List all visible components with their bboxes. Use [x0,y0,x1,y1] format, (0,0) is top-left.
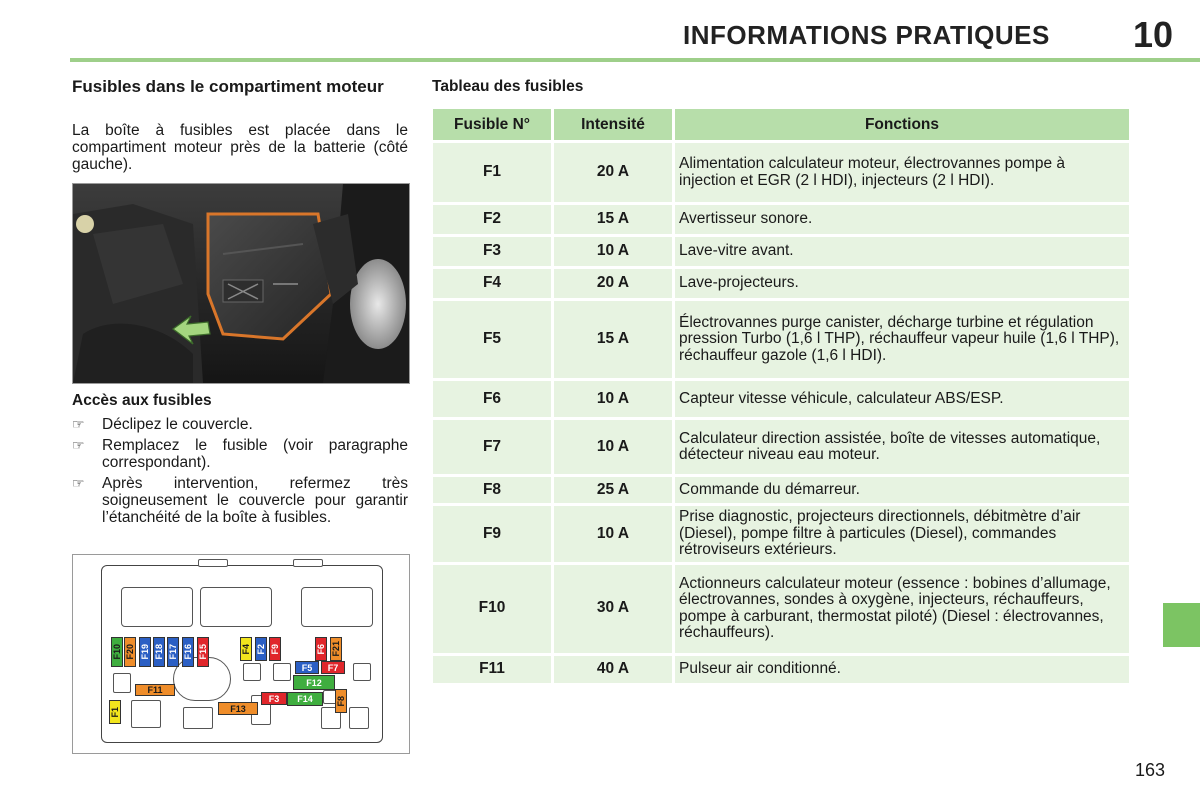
access-step-text: Remplacez le fusible (voir paragraphe correspondant). [102,437,408,471]
fuse-function: Avertisseur sonore. [675,205,1129,234]
fuse-number: F9 [433,506,551,562]
fuse-F2: F2 [255,637,267,661]
fuse-F10: F10 [111,637,123,667]
fuse-number: F8 [433,477,551,503]
access-step-text: Après intervention, refermez très soigneusement le couvercle pour garantir l’étanchéité de la boîte à fusibles. [102,475,408,526]
fuse-function: Pulseur air conditionné. [675,656,1129,683]
column-header-fuse: Fusible N° [433,109,551,140]
fuse-F13: F13 [218,702,258,715]
access-steps-list [72,416,408,530]
column-header-functions: Fonctions [675,109,1129,140]
relay-block [353,663,371,681]
fuse-intensity: 20 A [554,143,672,202]
chapter-tab-marker [1163,603,1200,647]
fuse-F5: F5 [295,661,319,674]
fuse-intensity: 10 A [554,381,672,417]
fuse-intensity: 20 A [554,269,672,298]
table-row [433,420,1129,474]
table-row [433,143,1129,202]
fuse-function: Lave-vitre avant. [675,237,1129,266]
table-row [433,565,1129,653]
engine-compartment-photo [72,183,410,384]
table-header-row [433,109,1129,140]
engine-photo-illustration [73,184,409,383]
table-row [433,269,1129,298]
relay-block [113,673,131,693]
pointing-hand-icon: ☞ [72,416,85,432]
table-row [433,205,1129,234]
page-number: 163 [1135,760,1166,780]
fuse-function: Électrovannes purge canister, décharge turbine et régulation pression Turbo (1,6 l THP), réchauffeur vapeur huile (1,6 l THP), réchauffeur gazole (1,6 l HDI). [675,301,1129,378]
fuse-number: F10 [433,565,551,653]
fuse-F20: F20 [124,637,136,667]
fuse-function: Calculateur direction assistée, boîte de vitesses automatique, détecteur niveau eau moteur. [675,420,1129,474]
fuse-F18: F18 [153,637,165,667]
relay-block [131,700,161,728]
table-row [433,656,1129,683]
intro-paragraph: La boîte à fusibles est placée dans le compartiment moteur près de la batterie (côté gauche). [72,122,408,173]
access-step [72,437,408,471]
fuse-function: Commande du démarreur. [675,477,1129,503]
fuse-F3: F3 [261,692,287,705]
header-rule [70,58,1200,62]
fuse-intensity: 10 A [554,420,672,474]
table-row [433,477,1129,503]
relay-block [349,707,369,729]
fuse-F17: F17 [167,637,179,667]
table-row [433,301,1129,378]
fuse-box-clip [198,559,228,567]
relay-block [273,663,291,681]
fuse-intensity: 15 A [554,205,672,234]
pointing-hand-icon: ☞ [72,437,85,453]
fuse-number: F7 [433,420,551,474]
chapter-title: INFORMATIONS PRATIQUES [683,20,1050,50]
fuse-number: F6 [433,381,551,417]
fuse-F21: F21 [330,637,342,661]
relay-block [243,663,261,681]
fuse-number: F1 [433,143,551,202]
access-step-text: Déclipez le couvercle. [102,416,253,433]
fuse-F15: F15 [197,637,209,667]
fuse-intensity: 30 A [554,565,672,653]
table-heading: Tableau des fusibles [432,78,584,95]
relay-block [183,707,213,729]
fuse-function: Prise diagnostic, projecteurs directionnels, débitmètre d’air (Diesel), pompe filtre à particules (Diesel), commandes rétroviseurs extérieurs. [675,506,1129,562]
section-heading: Fusibles dans le compartiment moteur [72,77,384,96]
table-row [433,237,1129,266]
fuse-intensity: 15 A [554,301,672,378]
fuse-F19: F19 [139,637,151,667]
column-header-intensity: Intensité [554,109,672,140]
fuse-box-diagram [72,554,410,754]
fuse-intensity: 25 A [554,477,672,503]
fuse-number: F5 [433,301,551,378]
fuse-intensity: 10 A [554,237,672,266]
fuse-F16: F16 [182,637,194,667]
pointing-hand-icon: ☞ [72,475,85,491]
fuse-F12: F12 [293,675,335,690]
fuse-F6: F6 [315,637,327,661]
chapter-number: 10 [1133,14,1174,55]
relay-block [301,587,373,627]
fuse-F1: F1 [109,700,121,724]
fuse-number: F3 [433,237,551,266]
fuse-F8: F8 [335,689,347,713]
fuse-F9: F9 [269,637,281,661]
access-step [72,416,408,433]
fuse-function: Capteur vitesse véhicule, calculateur ABS/ESP. [675,381,1129,417]
fuse-function: Lave-projecteurs. [675,269,1129,298]
relay-block [121,587,193,627]
fuse-function: Actionneurs calculateur moteur (essence : bobines d’allumage, électrovannes, sondes à oxygène, injecteurs, réchauffeurs, pompe à carburant, thermostat piloté) (Diesel : électrovannes, réchauffeurs). [675,565,1129,653]
access-heading: Accès aux fusibles [72,392,212,409]
fuse-number: F4 [433,269,551,298]
fuse-F4: F4 [240,637,252,661]
fuse-intensity: 40 A [554,656,672,683]
fuse-table [430,106,1132,686]
fuse-number: F2 [433,205,551,234]
fuse-function: Alimentation calculateur moteur, électrovannes pompe à injection et EGR (2 l HDI), injecteurs (2 l HDI). [675,143,1129,202]
relay-block [200,587,272,627]
fuse-box-clip [293,559,323,567]
fuse-F14: F14 [287,692,323,706]
fuse-F11: F11 [135,684,175,696]
table-row [433,506,1129,562]
fuse-F7: F7 [321,661,345,674]
table-row [433,381,1129,417]
access-step [72,475,408,526]
fuse-number: F11 [433,656,551,683]
fuse-intensity: 10 A [554,506,672,562]
